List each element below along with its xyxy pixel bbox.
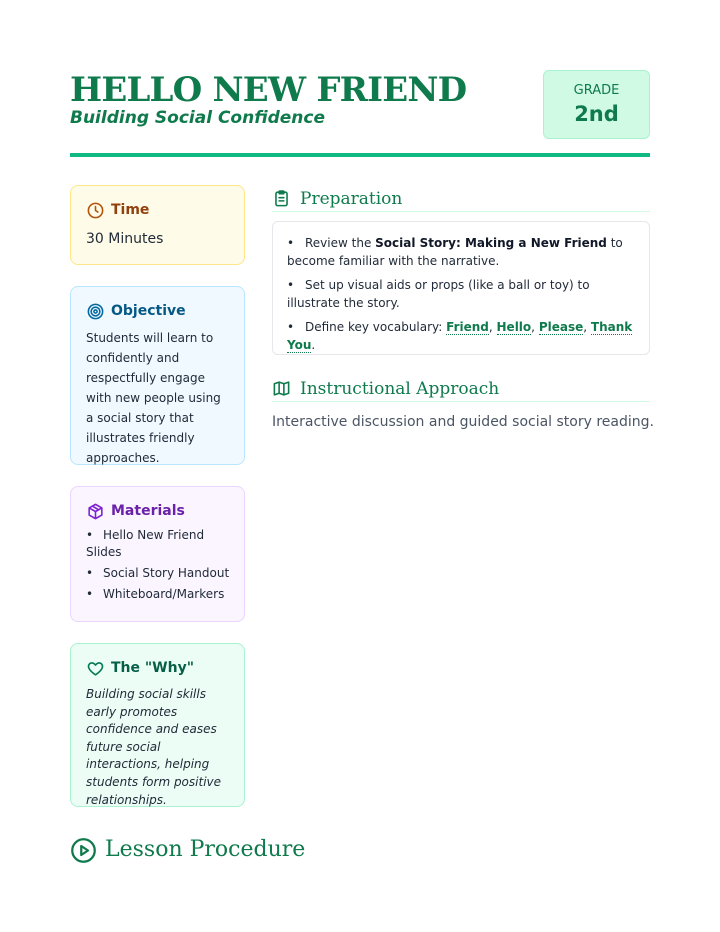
materials-list — [86, 527, 230, 603]
instructional-heading — [272, 376, 650, 402]
materials-title: Materials — [111, 503, 185, 519]
procedure-heading — [70, 836, 305, 864]
why-title: The "Why" — [111, 660, 195, 676]
grade-value: 2nd — [574, 102, 619, 126]
prep-text: Define key vocabulary: — [305, 320, 447, 334]
vocab-separator: , — [583, 320, 591, 334]
box-icon — [86, 502, 105, 521]
preparation-box — [272, 221, 650, 355]
clock-icon — [86, 201, 105, 220]
page-title: HELLO NEW FRIEND — [70, 70, 467, 110]
why-text: Building social skills early promotes confidence and eases future social interactions, helping students form positive relationships. — [86, 687, 222, 807]
time-value: 30 Minutes — [86, 231, 164, 247]
target-icon — [86, 302, 105, 321]
prep-text: Review the — [305, 236, 376, 250]
objective-text: Students will learn to confidently and respectfully engage with new people using a social story that illustrates friendly approaches. — [86, 331, 221, 465]
time-card — [70, 185, 245, 265]
grade-label: GRADE — [573, 83, 620, 98]
time-title: Time — [111, 202, 150, 218]
list-item: • Set up visual aids or props (like a ball or toy) to illustrate the story. — [287, 276, 635, 312]
prep-text: to become familiar with the narrative. — [287, 236, 623, 268]
procedure-title: Lesson Procedure — [105, 837, 306, 862]
list-item — [287, 234, 635, 270]
vocab-separator: , — [488, 320, 497, 334]
vocab-term-thank-you: Thank You — [287, 320, 633, 352]
preparation-list — [287, 234, 635, 354]
map-icon — [272, 379, 291, 398]
instructional-text: Interactive discussion and guided social story reading. — [272, 414, 654, 430]
vocab-term-hello: Hello — [496, 320, 532, 334]
vocab-term-friend: Friend — [446, 320, 489, 334]
instructional-title: Instructional Approach — [300, 378, 500, 399]
lesson-header — [70, 70, 650, 160]
preparation-title: Preparation — [300, 188, 403, 209]
list-item: • Social Story Handout — [86, 565, 230, 582]
clipboard-icon — [272, 189, 291, 208]
page-subtitle: Building Social Confidence — [70, 108, 325, 128]
vocab-end: . — [311, 338, 316, 352]
grade-badge — [543, 70, 650, 139]
vocab-term-please: Please — [538, 320, 584, 334]
heart-icon — [86, 659, 105, 678]
objective-title: Objective — [111, 303, 186, 319]
objective-card — [70, 286, 245, 465]
play-circle-icon — [70, 837, 97, 864]
header-divider — [70, 153, 650, 157]
vocab-separator: , — [531, 320, 539, 334]
list-item — [287, 318, 635, 354]
list-item: • Whiteboard/Markers — [86, 586, 230, 603]
list-item: • Hello New Friend Slides — [86, 527, 230, 561]
preparation-heading — [272, 186, 650, 212]
why-card — [70, 643, 245, 807]
materials-card — [70, 486, 245, 622]
social-story-title: Social Story: Making a New Friend — [375, 236, 607, 250]
